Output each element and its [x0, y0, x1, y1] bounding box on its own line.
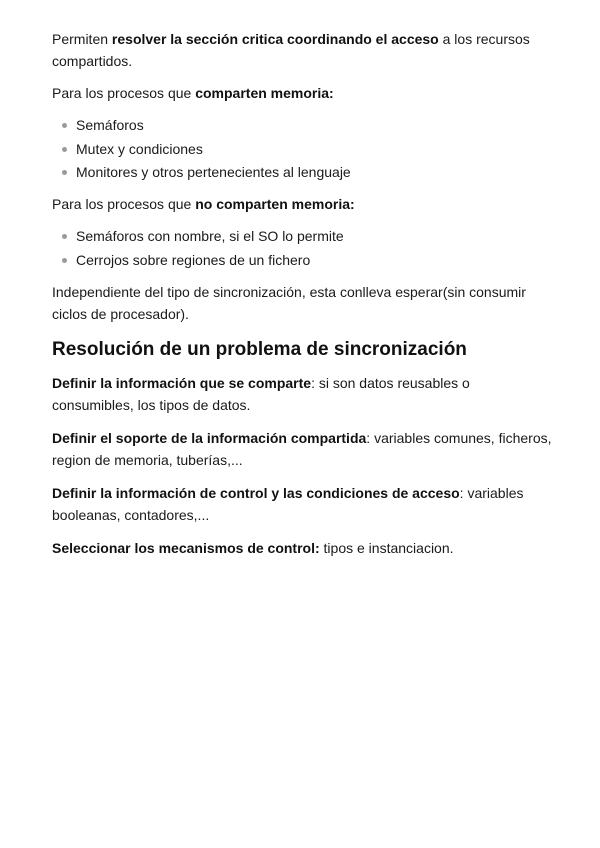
list-item — [76, 225, 552, 247]
text: : variables booleanas, contadores,... — [52, 484, 524, 523]
list-item-text: Mutex y condiciones — [76, 140, 203, 157]
paragraph-intro — [52, 28, 552, 72]
definition-item — [52, 372, 552, 416]
section-heading: Resolución de un problema de sincronización — [52, 338, 467, 360]
text: tipos e instanciacion. — [319, 539, 454, 556]
paragraph-shared-memory — [52, 82, 552, 104]
definition-item — [52, 482, 552, 526]
definition-item — [52, 427, 552, 471]
list-item — [76, 114, 552, 136]
list-item — [76, 161, 552, 183]
text: : variables comunes, ficheros, region de memoria, tuberías,... — [52, 429, 552, 468]
text: Permiten — [52, 31, 112, 47]
bold-text: no comparten memoria: — [195, 196, 355, 212]
text: : si son datos reusables o consumibles, los tipos de datos. — [52, 374, 470, 413]
bullet-icon — [62, 123, 67, 128]
bold-text: Definir el soporte de la información compartida — [52, 429, 367, 446]
list-item-text: Cerrojos sobre regiones de un fichero — [76, 251, 311, 268]
bullet-icon — [62, 170, 67, 175]
bullet-icon — [62, 147, 67, 152]
no-shared-memory-list — [52, 225, 552, 271]
shared-memory-list — [52, 114, 552, 183]
list-item — [76, 138, 552, 160]
bullet-icon — [62, 234, 67, 239]
list-item — [76, 249, 552, 271]
document-page — [52, 28, 552, 570]
paragraph-no-shared-memory — [52, 193, 552, 215]
definition-item — [52, 537, 552, 559]
bold-text: Definir la información de control y las condiciones de acceso — [52, 484, 460, 501]
text: Para los procesos que — [52, 196, 196, 212]
list-item-text: Monitores y otros pertenecientes al lenguaje — [76, 164, 351, 180]
bold-text: Seleccionar los mecanismos de control: — [52, 539, 320, 556]
list-item-text: Semáforos con nombre, si el SO lo permite — [76, 228, 344, 244]
text: Para los procesos que — [52, 85, 196, 101]
bold-text: resolver la sección critica coordinando el acceso — [111, 31, 439, 47]
list-item-text: Semáforos — [76, 117, 144, 133]
text: a los recursos compartidos. — [52, 31, 530, 69]
bullet-icon — [62, 258, 67, 263]
bold-text: comparten memoria: — [195, 85, 334, 101]
paragraph-independent: Independiente del tipo de sincronización, esta conlleva esperar(sin consumir ciclos de procesador). — [52, 283, 526, 322]
bold-text: Definir la información que se comparte — [52, 374, 312, 391]
